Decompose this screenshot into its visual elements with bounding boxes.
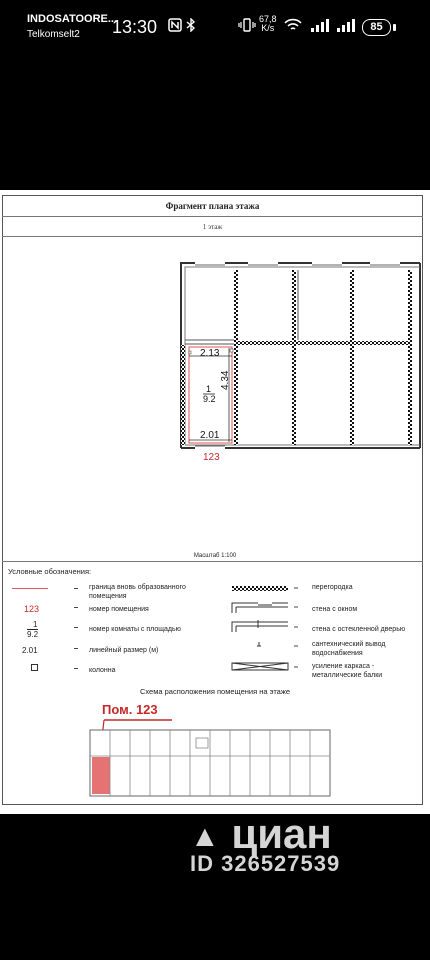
battery-tip <box>393 24 396 31</box>
dimension-label: 2.13 <box>200 348 220 359</box>
legend-premises-symbol: 123 <box>24 604 40 614</box>
floor-scheme-drawing <box>0 190 430 814</box>
scale-label: Масштаб 1:100 <box>193 553 237 559</box>
floor-label: 1 этаж <box>2 217 423 237</box>
listing-id-watermark: ID 326527539 <box>190 851 341 876</box>
legend-text: сантехнический вывод водоснабжения <box>312 641 386 657</box>
legend-text: перегородка <box>312 584 353 591</box>
legend-text: колонна <box>89 667 116 674</box>
legend-text: усиление каркаса - металлические балки <box>312 663 383 679</box>
scheme-title: Схема расположения помещения на этаже <box>139 687 291 696</box>
plan-title: Фрагмент плана этажа <box>2 195 423 217</box>
legend-room-area-symbol: 9.2 <box>27 630 39 639</box>
signal-icon <box>310 18 330 35</box>
status-bar <box>0 0 430 48</box>
vibrate-icon <box>238 18 256 35</box>
carrier-name-secondary: Telkomselt2 <box>27 29 80 40</box>
legend-text: линейный размер (м) <box>89 647 159 654</box>
net-speed-value: 67,8 <box>259 14 277 24</box>
dimension-label: 2.01 <box>200 430 220 441</box>
net-speed <box>259 15 277 33</box>
clock: 13:30 <box>112 17 158 37</box>
legend-title: Условные обозначения: <box>8 567 92 576</box>
premises-callout: Пом. 123 <box>102 702 158 717</box>
wifi-icon <box>284 18 302 35</box>
legend-size-symbol: 2.01 <box>22 646 38 655</box>
nfc-icon <box>168 18 182 35</box>
cian-logo-icon: ▲ <box>190 819 220 853</box>
battery-indicator: 85 <box>362 19 391 36</box>
room-number: 1 <box>206 384 212 394</box>
legend-text: стена с окном <box>312 606 358 613</box>
legend-text: граница вновь образованного помещения <box>89 584 186 600</box>
bluetooth-icon <box>186 18 196 35</box>
carrier-name: INDOSATOORE... <box>27 13 118 25</box>
room-area: 9.2 <box>203 394 216 404</box>
legend-room-number-symbol: 1 <box>33 620 38 629</box>
premises-number: 123 <box>203 452 220 463</box>
dimension-label: 4.34 <box>220 370 231 390</box>
image-viewer[interactable] <box>0 190 430 814</box>
watermark-brand: циан <box>231 810 332 857</box>
legend-text: номер помещения <box>89 606 149 613</box>
net-speed-unit: K/s <box>261 23 275 33</box>
floor-plan-sheet <box>0 190 430 814</box>
legend-text: номер комнаты с площадью <box>89 626 181 633</box>
signal-icon <box>336 18 356 35</box>
legend-text: стена с остекленной дверью <box>312 626 406 633</box>
